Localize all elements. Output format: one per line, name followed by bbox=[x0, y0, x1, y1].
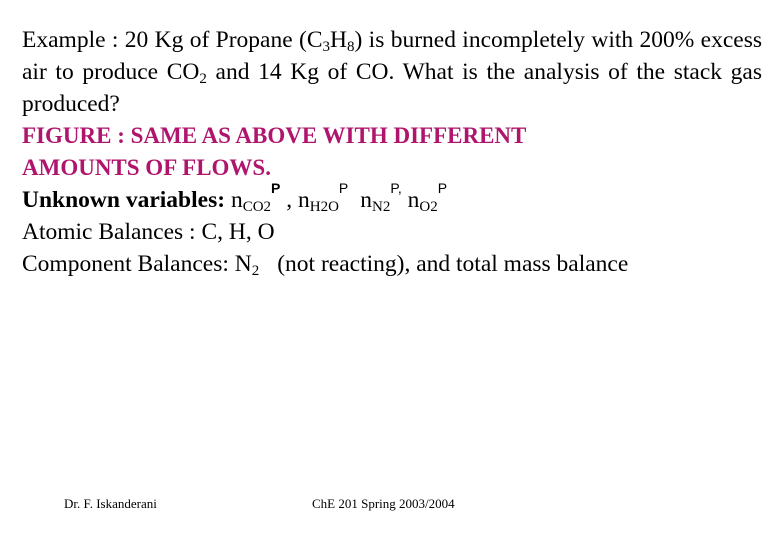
figure-note-line-2: AMOUNTS OF FLOWS. bbox=[22, 155, 271, 180]
n2-subscript: 2 bbox=[251, 263, 260, 279]
footer-author: Dr. F. Iskanderani bbox=[64, 496, 157, 511]
example-text-part-1: Example : 20 Kg of Propane (C bbox=[22, 27, 323, 53]
example-problem-statement bbox=[22, 24, 762, 120]
n-n2-superscript: P, bbox=[390, 180, 402, 196]
hydrogen-subscript: 8 bbox=[346, 39, 355, 55]
example-text-part-2: ) is burned incompletely with 200% excess air to produce CO bbox=[22, 27, 762, 85]
n-h2o-symbol: , n bbox=[280, 187, 310, 213]
n-n2-subscript: N2 bbox=[372, 199, 391, 215]
figure-note-line-1: FIGURE : SAME AS ABOVE WITH DIFFERENT bbox=[22, 123, 527, 148]
slide-body bbox=[22, 24, 762, 280]
n-h2o-superscript: P bbox=[338, 180, 349, 196]
hydrogen-symbol: H bbox=[330, 27, 347, 53]
n-h2o-subscript: H2O bbox=[309, 199, 339, 215]
n-o2-symbol: n bbox=[401, 187, 420, 213]
n-o2-subscript: O2 bbox=[419, 199, 438, 215]
example-text-part-3: and 14 Kg of CO. What is the analysis of the stack gas produced? bbox=[22, 59, 763, 117]
component-balances-suffix: (not reacting), and total mass balance bbox=[277, 251, 629, 277]
component-balances-line bbox=[22, 248, 762, 280]
atomic-balances-line: Atomic Balances : C, H, O bbox=[22, 219, 275, 245]
co2-subscript: 2 bbox=[199, 71, 207, 87]
component-balances-prefix: Component Balances: N bbox=[22, 251, 252, 277]
n-o2-superscript: P bbox=[437, 180, 448, 196]
unknown-variables-line bbox=[22, 180, 762, 216]
n-co2-superscript: P bbox=[271, 180, 281, 196]
unknown-variables-label: Unknown variables: bbox=[22, 187, 226, 213]
n-co2-subscript: CO2 bbox=[242, 199, 272, 215]
carbon-subscript: 3 bbox=[322, 39, 330, 55]
n-co2-symbol: n bbox=[230, 187, 243, 213]
n-n2-symbol: n bbox=[360, 187, 373, 213]
footer-course: ChE 201 Spring 2003/2004 bbox=[312, 496, 455, 511]
